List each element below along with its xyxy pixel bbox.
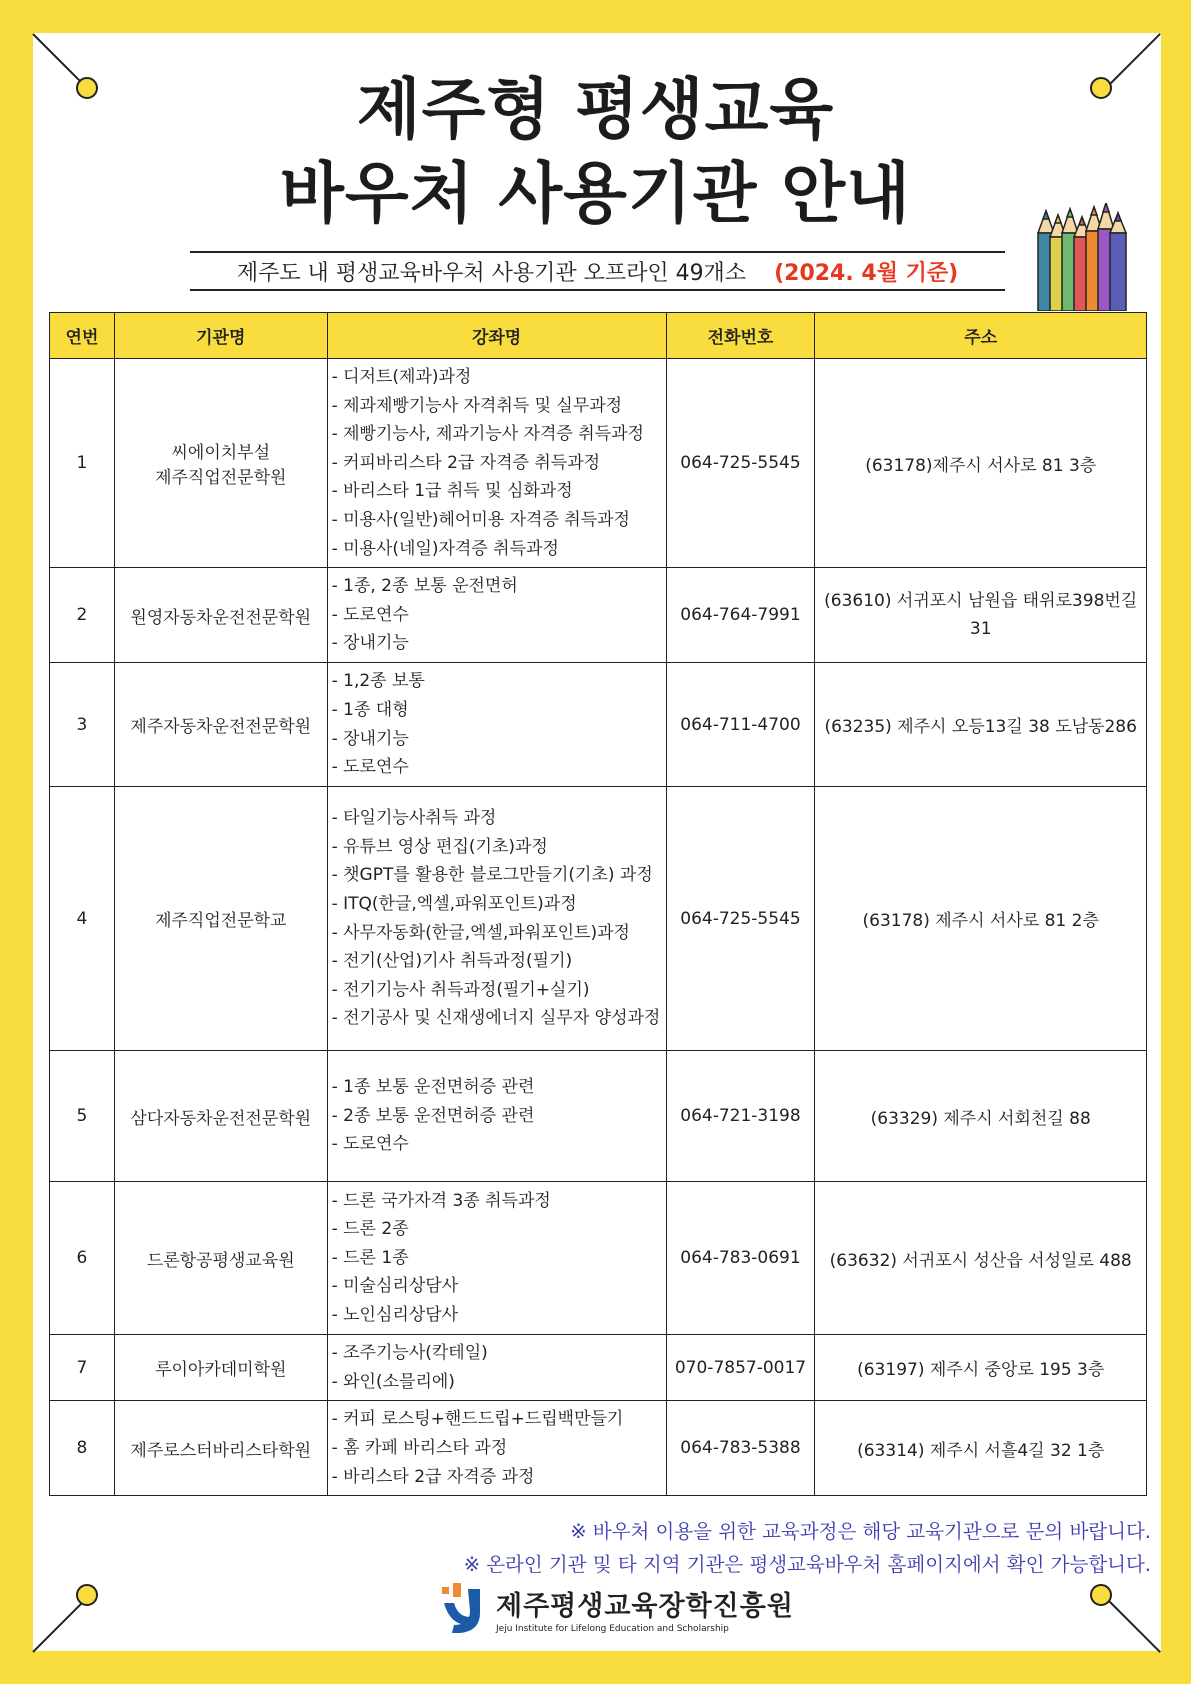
row-address: (63610) 서귀포시 남원읍 태위로398번길 31 [815,568,1147,663]
course-item: - 1종 보통 운전면허증 관련 [331,1077,535,1098]
institute-logo-icon [440,1583,484,1635]
course-item: - 와인(소믈리에) [331,1371,455,1392]
course-item: - 디저트(제과)과정 [331,367,472,387]
course-item: - 장내기능 [331,728,409,749]
course-item: - 드론 2종 [331,1219,409,1240]
row-courses [327,568,666,663]
course-item: - 타일기능사취득 과정 [331,808,497,829]
table-row [50,359,1147,568]
course-item: - 미술심리상담사 [331,1276,459,1297]
table-header-row [50,313,1147,359]
table-row [50,1051,1147,1182]
course-item: - 전기(산업)기사 취득과정(필기) [331,951,573,972]
row-institution: 원영자동차운전전문학원 [114,568,327,663]
row-phone: 064-725-5545 [666,359,815,568]
row-courses [327,787,666,1051]
course-item: - 1종 대형 [331,700,409,721]
table-row [50,663,1147,787]
course-item: - 바리스타 2급 자격증 과정 [331,1466,535,1487]
course-item: - 챗GPT를 활용한 블로그만들기(기초) 과정 [331,865,653,886]
row-no: 7 [50,1335,115,1401]
row-no: 4 [50,787,115,1051]
row-address: (63235) 제주시 오등13길 38 도남동286 [815,663,1147,787]
row-phone: 064-721-3198 [666,1051,815,1182]
row-no: 1 [50,359,115,568]
institute-name: 제주평생교육장학진흥원 [496,1591,794,1622]
row-phone: 064-764-7991 [666,568,815,663]
course-item: - 제과제빵기능사 자격취득 및 실무과정 [331,395,623,416]
course-item: - 전기공사 및 신재생에너지 실무자 양성과정 [331,1008,661,1029]
row-no: 3 [50,663,115,787]
course-item: - 바리스타 1급 취득 및 심화과정 [331,481,573,502]
course-item: - 2종 보통 운전면허증 관련 [331,1105,535,1126]
row-address: (63197) 제주시 중앙로 195 3층 [815,1335,1147,1401]
row-institution: 드론항공평생교육원 [114,1182,327,1335]
header-address: 주소 [815,313,1147,359]
course-item: - 도로연수 [331,1134,409,1155]
row-institution: 루이아카데미학원 [114,1335,327,1401]
row-institution: 제주직업전문학교 [114,787,327,1051]
course-item: - 제빵기능사, 제과기능사 자격증 취득과정 [331,424,644,445]
row-address: (63314) 제주시 서흘4길 32 1층 [815,1401,1147,1496]
course-item: - 1,2종 보통 [331,671,425,692]
course-item: - 1종, 2종 보통 운전면허 [331,576,518,597]
note-line-2: ※ 온라인 기관 및 타 지역 기관은 평생교육바우처 홈페이지에서 확인 가능합니다. [463,1553,1151,1576]
course-item: - ITQ(한글,엑셀,파워포인트)과정 [331,894,577,915]
row-address: (63632) 서귀포시 성산읍 서성일로 488 [815,1182,1147,1335]
row-phone: 064-725-5545 [666,787,815,1051]
course-item: - 사무자동화(한글,엑셀,파워포인트)과정 [331,922,630,943]
row-address: (63178) 제주시 서사로 81 2층 [815,787,1147,1051]
course-item: - 도로연수 [331,604,409,625]
pencils-icon [1036,203,1131,311]
course-item: - 노인심리상담사 [331,1305,459,1326]
pin-bottom-left [76,1584,98,1606]
course-item: - 커피바리스타 2급 자격증 취득과정 [331,452,601,473]
row-institution: 삼다자동차운전전문학원 [114,1051,327,1182]
row-courses [327,1335,666,1401]
row-institution: 제주자동차운전전문학원 [114,663,327,787]
course-item: - 도로연수 [331,757,409,778]
row-no: 5 [50,1051,115,1182]
row-courses [327,663,666,787]
header-phone: 전화번호 [666,313,815,359]
row-institution [114,359,327,568]
footer-logo [440,1583,794,1635]
course-item: - 드론 국가자격 3종 취득과정 [331,1190,551,1211]
row-courses [327,359,666,568]
row-no: 2 [50,568,115,663]
institute-english-name: Jeju Institute for Lifelong Education and Scholarship [496,1624,729,1634]
institution-table [49,312,1147,1496]
row-institution: 제주로스터바리스타학원 [114,1401,327,1496]
row-phone: 070-7857-0017 [666,1335,815,1401]
row-no: 6 [50,1182,115,1335]
pin-bottom-right [1090,1584,1112,1606]
institution-line: 씨에이치부설 [171,443,271,464]
header-no: 연번 [50,313,115,359]
row-courses [327,1051,666,1182]
row-address: (63329) 제주시 서회천길 88 [815,1051,1147,1182]
page-title-line1: 제주형 평생교육 [356,71,835,148]
header-institution: 기관명 [114,313,327,359]
row-phone: 064-783-5388 [666,1401,815,1496]
row-no: 8 [50,1401,115,1496]
course-item: - 미용사(일반)헤어미용 자격증 취득과정 [331,509,630,530]
subtitle-bar [190,251,1005,291]
table-row [50,1401,1147,1496]
row-address: (63178)제주시 서사로 81 3층 [815,359,1147,568]
table-row [50,1335,1147,1401]
course-item: - 조주기능사(칵테일) [331,1343,488,1364]
subtitle-date: (2024. 4월 기준) [774,260,959,286]
course-item: - 홈 카페 바리스타 과정 [331,1438,508,1459]
page-title-line2: 바우처 사용기관 안내 [280,155,911,232]
header-courses: 강좌명 [327,313,666,359]
course-item: - 전기기능사 취득과정(필기+실기) [331,979,590,1000]
row-phone: 064-711-4700 [666,663,815,787]
institution-line: 제주직업전문학원 [155,468,287,489]
course-item: - 미용사(네일)자격증 취득과정 [331,538,559,559]
table-row [50,787,1147,1051]
table-row [50,568,1147,663]
subtitle-text: 제주도 내 평생교육바우처 사용기관 오프라인 49개소 [236,260,747,286]
course-item: - 드론 1종 [331,1247,409,1268]
row-courses [327,1401,666,1496]
course-item: - 커피 로스팅+핸드드립+드립백만들기 [331,1409,624,1430]
note-line-1: ※ 바우처 이용을 위한 교육과정은 해당 교육기관으로 문의 바랍니다. [570,1520,1151,1543]
course-item: - 유튜브 영상 편집(기초)과정 [331,836,548,857]
course-item: - 장내기능 [331,633,409,654]
row-phone: 064-783-0691 [666,1182,815,1335]
table-row [50,1182,1147,1335]
row-courses [327,1182,666,1335]
